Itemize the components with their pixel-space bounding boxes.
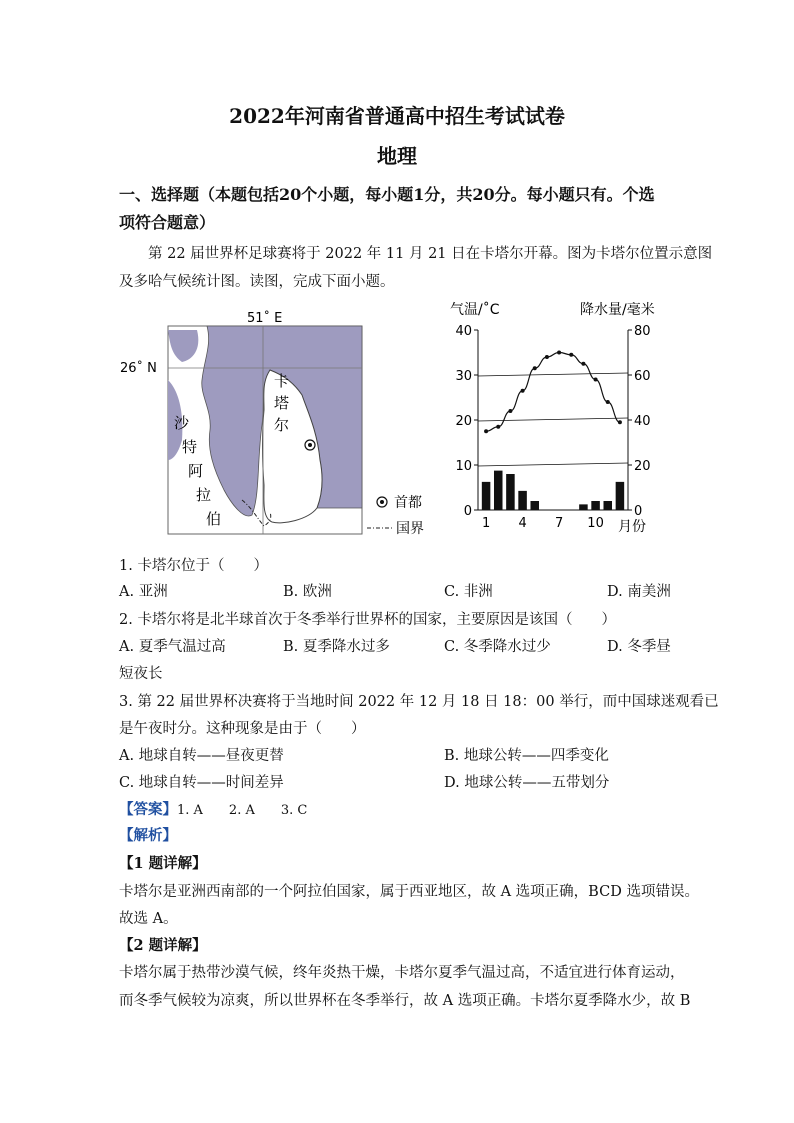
saudi-char-2: 特 [182, 438, 198, 456]
x-tick-label-7: 7 [554, 516, 564, 531]
temperature-point-9 [581, 362, 585, 366]
lon-label: 51˚ E [247, 311, 283, 326]
right-axis-label: 降水量/毫米 [580, 302, 655, 318]
precip-bar-9 [579, 504, 588, 510]
explain2-line1: 卡塔尔属于热带沙漠气候，终年炎热干燥，卡塔尔夏季气温过高，不适宜进行体育运动， [119, 965, 685, 981]
q1-option-a[interactable]: A. 亚洲 [119, 584, 168, 600]
left-axis-label: 气温/˚C [450, 302, 500, 318]
subject-title: 地理 [377, 144, 417, 168]
temperature-point-7 [557, 351, 561, 355]
precip-bar-11 [603, 501, 612, 510]
q2-option-c[interactable]: C. 冬季降水过少 [444, 639, 551, 655]
saudi-char-1: 沙 [174, 414, 190, 432]
temperature-point-10 [594, 378, 598, 382]
q1-stem: 1. 卡塔尔位于（ ） [119, 558, 268, 574]
precip-bar-1 [482, 482, 491, 510]
saudi-char-4: 拉 [196, 486, 212, 504]
right-tick-label-40: 40 [634, 414, 651, 429]
page-title: 2022年河南省普通高中招生考试试卷 [229, 104, 565, 128]
doha-climate-chart [448, 296, 678, 546]
saudi-char-5: 伯 [206, 510, 222, 528]
temperature-point-11 [606, 400, 610, 404]
q3-stem-line2: 是午夜时分。这种现象是由于（ ） [119, 721, 366, 737]
left-tick-label-10: 10 [455, 459, 472, 474]
grid-line-30 [478, 373, 628, 376]
q3-option-a[interactable]: A. 地球自转——昼夜更替 [119, 748, 284, 764]
left-tick-label-20: 20 [455, 414, 472, 429]
legend-border-label: 国界 [396, 521, 424, 537]
answer-block [119, 798, 307, 819]
temperature-point-1 [484, 429, 488, 433]
q3-stem-line1: 3. 第 22 届世界杯决赛将于当地时间 2022 年 12 月 18 日 18：00 举行，而中国球迷观看已 [119, 694, 719, 710]
q3-option-c[interactable]: C. 地球自转——时间差异 [119, 775, 284, 791]
x-axis-label: 月份 [618, 519, 646, 535]
precip-bar-10 [591, 501, 600, 510]
right-tick-label-0: 0 [634, 504, 643, 519]
q2-option-d[interactable]: D. 冬季昼 [607, 639, 671, 655]
temperature-point-8 [569, 353, 573, 357]
explain1-line2: 故选 A。 [119, 911, 178, 927]
q1-option-b[interactable]: B. 欧洲 [283, 584, 332, 600]
grid-line-10 [478, 463, 628, 466]
precip-bar-2 [494, 471, 503, 510]
qatar-char-2: 塔 [274, 394, 290, 412]
answer-values: 1. A 2. A 3. C [177, 803, 308, 818]
stem-line2: 及多哈气候统计图。读图，完成下面小题。 [119, 274, 395, 290]
left-tick-label-30: 30 [455, 369, 472, 384]
qatar-location-map [112, 300, 442, 545]
saudi-char-3: 阿 [188, 462, 204, 480]
lat-label: 26˚ N [120, 361, 157, 376]
temperature-point-4 [521, 389, 525, 393]
temperature-point-12 [618, 420, 622, 424]
temperature-point-2 [496, 425, 500, 429]
right-tick-label-60: 60 [634, 369, 651, 384]
precip-bar-12 [616, 482, 625, 510]
q1-option-d[interactable]: D. 南美洲 [607, 584, 671, 600]
stem-line1: 第 22 届世界杯足球赛将于 2022 年 11 月 21 日在卡塔尔开幕。图为卡塔尔位置示意图 [148, 246, 713, 262]
temperature-point-6 [545, 355, 549, 359]
left-tick-label-40: 40 [455, 324, 472, 339]
q3-option-b[interactable]: B. 地球公转——四季变化 [444, 748, 609, 764]
qatar-char-3: 尔 [274, 416, 290, 434]
explain2-tag: 【2 题详解】 [119, 937, 207, 954]
temperature-point-5 [533, 366, 537, 370]
qatar-char-1: 卡 [274, 372, 290, 390]
precip-bar-4 [518, 491, 527, 510]
answer-tag: 【答案】 [119, 801, 177, 818]
precip-bar-3 [506, 474, 515, 510]
left-tick-label-0: 0 [463, 504, 472, 519]
right-tick-label-20: 20 [634, 459, 651, 474]
explain1-tag: 【1 题详解】 [119, 855, 207, 872]
x-tick-label-1: 1 [481, 516, 491, 531]
q1-option-c[interactable]: C. 非洲 [444, 584, 493, 600]
q3-option-d[interactable]: D. 地球公转——五带划分 [444, 775, 610, 791]
x-tick-label-10: 10 [587, 516, 604, 531]
analysis-tag: 【解析】 [119, 827, 177, 844]
q2-stem: 2. 卡塔尔将是北半球首次于冬季举行世界杯的国家，主要原因是该国（ ） [119, 612, 616, 628]
explain2-line2: 而冬季气候较为凉爽，所以世界杯在冬季举行，故 A 选项正确。卡塔尔夏季降水少，故 B [119, 993, 691, 1009]
q2-option-d-wrap: 短夜长 [119, 666, 163, 682]
grid-line-20 [478, 418, 628, 421]
precip-bar-5 [530, 501, 539, 510]
x-tick-label-4: 4 [518, 516, 527, 531]
temperature-point-3 [508, 409, 512, 413]
section-heading-line2: 项符合题意） [119, 213, 216, 232]
explain1-line1: 卡塔尔是亚洲西南部的一个阿拉伯国家，属于西亚地区，故 A 选项正确，BCD 选项错误。 [119, 884, 699, 900]
legend-capital-label: 首都 [394, 495, 422, 511]
right-tick-label-80: 80 [634, 324, 651, 339]
q2-option-b[interactable]: B. 夏季降水过多 [283, 639, 390, 655]
q2-option-a[interactable]: A. 夏季气温过高 [119, 639, 226, 655]
section-heading-line1: 一、选择题（本题包括20个小题，每小题1分，共20分。每小题只有。个选 [119, 185, 655, 204]
